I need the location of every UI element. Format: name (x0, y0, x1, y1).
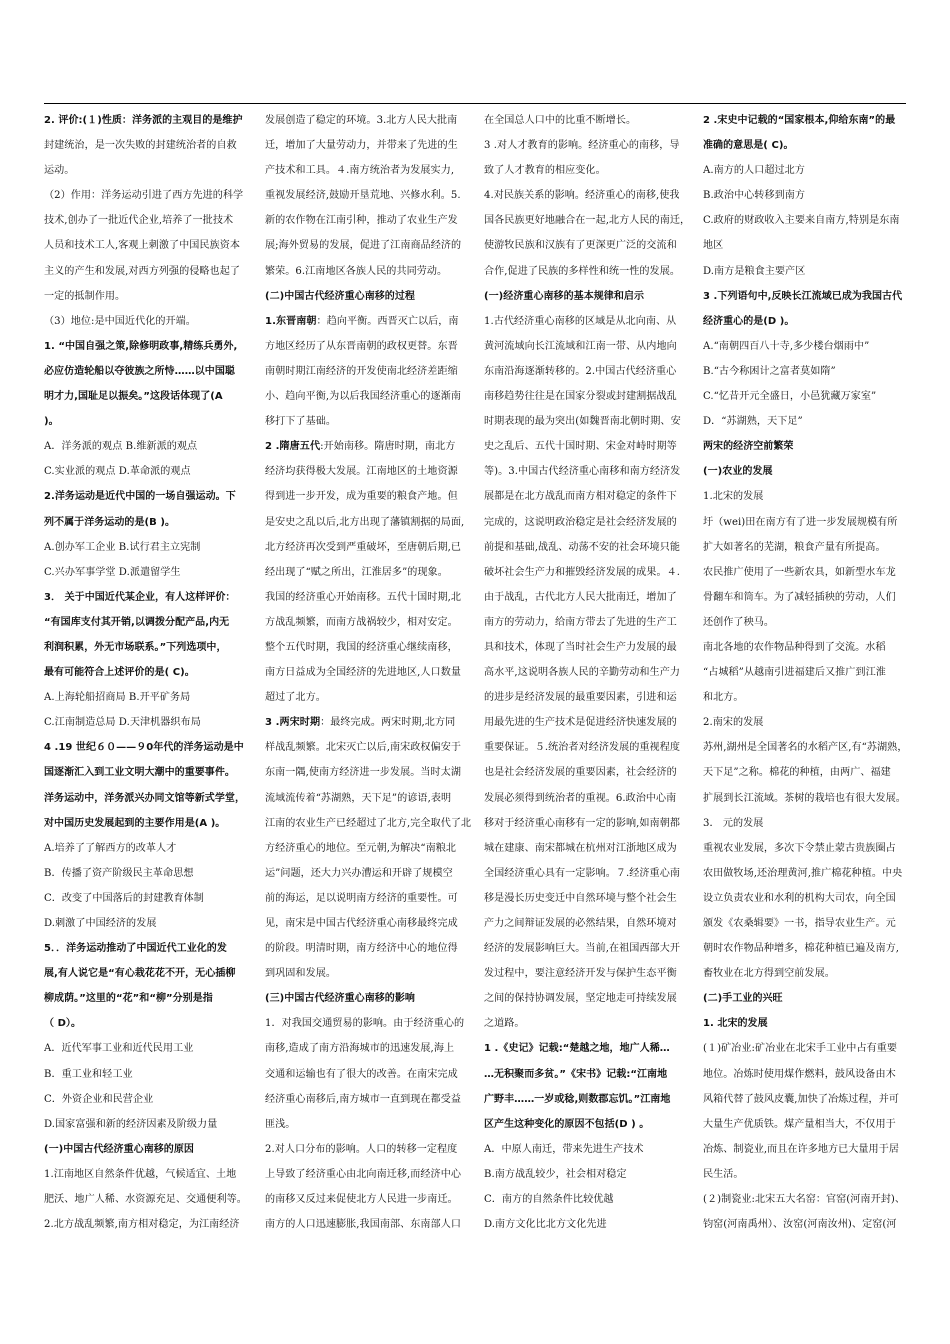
text-line: A.培养了了解西方的改革人才 (44, 842, 177, 854)
text-line: 1.江南地区自然条件优越，气候适宜、土地 (44, 1168, 237, 1180)
text-line: 设立负责农业和水利的机构大司农，向全国 (703, 892, 896, 904)
text-line: 必应仿造轮船以夺彼族之所恃……以中国聪 (44, 365, 235, 377)
text-line: 主义的产生和发展,对西方列强的侵略也起了 (44, 265, 240, 277)
text-line: 3． 元的发展 (703, 817, 764, 829)
text-line: D.南方是粮食主要产区 (703, 265, 806, 277)
text-line: 2 .宋史中记载的“国家根本,仰给东南”的最 (703, 115, 896, 126)
text-line: 两宋的经济空前繁荣 (703, 441, 794, 453)
text-line: 1.东晋南朝：趋向平衡。西晋灭亡以后，南 (265, 315, 459, 327)
text-line: 之间的保持协调发展，坚定地走可持续发展 (484, 993, 677, 1005)
text-line: 史之乱后、五代十国时期、宋金对峙时期等 (484, 441, 677, 453)
text-line: 在全国总人口中的比重不断增长。 (484, 115, 637, 126)
text-line: 南方日益成为全国经济的先进地区,人口数量 (265, 667, 461, 679)
text-line: 重要保证。５.统治者对经济发展的重视程度 (484, 742, 680, 754)
text-line: 洋务运动中，洋务派兴办同文馆等新式学堂， (44, 792, 245, 804)
text-line: B．传播了资产阶级民主革命思想 (44, 867, 194, 879)
text-line: 的阶段。明清时期，南方经济中心的地位得 (265, 943, 458, 955)
text-line: 产技术和工具。４.南方统治者为发展实力, (265, 165, 455, 177)
text-line: 也是社会经济发展的重要因素，社会经济的 (484, 767, 677, 779)
text-line: 江南的农业生产已经超过了北方,完全取代了北 (265, 817, 471, 829)
text-line: 发展创造了稳定的环境。3.北方人民大批南 (265, 115, 458, 126)
text-line: B.政治中心转移到南方 (703, 190, 806, 202)
text-line: 南方的劳动力，给南方带去了先进的生产工 (484, 616, 677, 628)
text-line: 方战乱频繁，而南方战祸较少，相对安定。 (265, 616, 458, 628)
text-line: 之道路。 (484, 1018, 525, 1030)
text-line: 准确的意思是( C)。 (703, 140, 794, 152)
text-line: 用最先进的生产技术是促进经济快速发展的 (484, 717, 677, 729)
text-line: 等)。3.中国古代经济重心南移和南方经济发 (484, 466, 681, 478)
text-line: 南方的人口迅速膨胀,我国南部、东南部人口 (265, 1219, 461, 1231)
text-line: 国各民族更好地融合在一起,北方人民的南迁， (484, 215, 690, 227)
text-line: C.“忆昔开元全盛日，小邑犹藏万家室” (703, 391, 877, 403)
text-line: 1. 北宋的发展 (703, 1018, 768, 1030)
text-line: 5．．洋务运动推动了中国近代工业化的发 (44, 943, 227, 955)
text-line: 苏州,湖州是全国著名的水稻产区,有“苏湖熟， (703, 742, 908, 754)
text-column-4 (703, 108, 909, 1237)
text-line: D.刺激了中国经济的发展 (44, 918, 157, 929)
text-line: 移是漫长历史变迁中自然环境与整个社会生 (484, 892, 677, 904)
text-line: 最有可能符合上述评价的是( C)。 (44, 667, 195, 679)
text-line: 钧窑(河南禹州）、汝窑(河南汝州)、定窑(河 (703, 1219, 897, 1231)
text-line: (一)中国古代经济重心南移的原因 (44, 1143, 194, 1155)
lead-phrase: 1.东晋南朝 (265, 315, 317, 327)
text-line: 封建统治，是一次失败的封建统治者的自救 (44, 140, 237, 152)
text-line: 东南一隅,使南方经济进一步发展。当时太湖 (265, 767, 461, 779)
text-line: 南北各地的农作物品种得到了交流。水稻 (703, 641, 886, 653)
text-line: 重视发展经济,鼓励开垦荒地、兴修水利。5. (265, 190, 461, 202)
text-line: （ D）。 (44, 1018, 82, 1030)
text-line: 破坏社会生产力和摧毁经济发展的成果。４. (484, 566, 680, 578)
text-line: 天下足”之称。棉花的种植，由两广、福建 (703, 767, 891, 779)
text-line: 前提和基础,战乱、动荡不安的社会环境只能 (484, 541, 680, 553)
text-line: 肥沃、地广人稀、水资源充足、交通便利等。 (44, 1194, 247, 1206)
text-line: A.“南朝四百八十寺,多少楼台烟雨中” (703, 340, 870, 352)
text-line: 高水平,这说明各族人民的辛勤劳动和生产力 (484, 667, 680, 679)
text-line: 2. 评价:(１)性质：洋务派的主观目的是维护 (44, 115, 243, 126)
text-line: 大量生产优质铁。煤产量相当大，不仅用于 (703, 1118, 896, 1130)
text-line: 民生活。 (703, 1168, 744, 1180)
text-line: 2.对人口分布的影响。人口的转移一定程度 (265, 1143, 458, 1155)
text-line: C．改变了中国落后的封建教育体制 (44, 892, 204, 904)
text-line: 区产生这种变化的原因不包括(D ) 。 (484, 1118, 650, 1130)
text-line: 2.洋务运动是近代中国的一场自强运动。下 (44, 491, 236, 503)
text-line: 运动。 (44, 165, 75, 177)
text-column-1 (44, 108, 250, 1237)
text-line: 移对于经济重心南移有一定的影响,如南朝都 (484, 817, 680, 829)
text-line: 迁，增加了大量劳动力，并带来了先进的生 (265, 140, 458, 152)
text-line: C．外资企业和民营企业 (44, 1093, 154, 1105)
text-line: 经济重心的是(D )。 (703, 315, 795, 327)
text-line: 明才力,国耻足以振矣。”这段话体现了(A (44, 391, 223, 403)
text-column-3 (484, 108, 690, 1237)
text-line: 完成的，这说明政治稳定是社会经济发展的 (484, 516, 677, 528)
text-line: 运”问题，还大力兴办漕运和开辟了规模空 (265, 867, 453, 879)
text-line: 城在建康、南宋都城在杭州对江浙地区成为 (484, 842, 677, 854)
text-line: 上导致了经济重心由北向南迁移,而经济中心 (265, 1168, 461, 1180)
text-line: 风箱代替了鼓风皮囊,加快了冶炼过程，并可 (703, 1093, 899, 1105)
text-line: B.“古今称困计之富者莫如隋” (703, 365, 836, 377)
text-line: 圩（wei)田在南方有了进一步发展规模有所 (703, 516, 898, 528)
text-line: 3 .下列语句中,反映长江流域已成为我国古代 (703, 290, 903, 302)
text-line: 的南移又反过来促使北方人民进一步南迁。 (265, 1194, 458, 1206)
text-line: (一)农业的发展 (703, 466, 773, 478)
text-line: 展,有人说它是“有心栽花花不开，无心插柳 (44, 968, 236, 980)
text-line: 4 .19 世纪６０——９0年代的洋务运动是中 (44, 742, 244, 754)
text-line: 地区 (703, 240, 724, 252)
text-line: 农田做牧场,还治理黄河,推广棉花种植。中央 (703, 867, 903, 879)
text-line: 北方经济再次受到严重破坏，至唐朝后期,已 (265, 541, 461, 553)
text-line: （2）作用：洋务运动引进了西方先进的科学 (44, 190, 244, 202)
text-line: (二)手工业的兴旺 (703, 993, 783, 1005)
text-line: 颁发《农桑辑要》一书，指导农业生产。元 (703, 918, 896, 929)
text-line: 得到进一步开发，成为重要的粮食产地。但 (265, 491, 458, 503)
text-line: C.兴办军事学堂 D.派遣留学生 (44, 566, 181, 578)
text-line: 样战乱频繁。北宋灭亡以后,南宋政权偏安于 (265, 742, 461, 754)
text-line: )。 (44, 416, 59, 428)
text-line: 1．对我国交通贸易的影响。由于经济重心的 (265, 1018, 465, 1030)
text-line: 方地区经历了从东晋南朝的政权更替。东晋 (265, 340, 458, 352)
text-line: 具和技术，体现了当时社会生产力发展的最 (484, 641, 677, 653)
text-line: 技术,创办了一批近代企业,培养了一批技术 (44, 215, 234, 227)
text-line: 3 .对人才教育的影响。经济重心的南移，导 (484, 140, 680, 152)
text-line: 小、趋向平衡,为以后我国经济重心的逐渐南 (265, 391, 461, 403)
text-line: A.上海轮船招商局 B.开平矿务局 (44, 692, 191, 704)
text-line: A.南方的人口超过北方 (703, 165, 805, 177)
text-line: A．洋务派的观点 B.维新派的观点 (44, 441, 198, 453)
text-line: 利润积累，外无市场联系。”下列选项中， (44, 641, 227, 653)
text-line: 扩大如著名的芜湖，粮食产量有所提高。 (703, 541, 886, 553)
text-line: 和北方。 (703, 692, 744, 704)
text-line: 是安史之乱以后,北方出现了藩镇割据的局面, (265, 516, 465, 528)
text-line: 还创作了秧马。 (703, 616, 775, 628)
text-line: 人员和技术工人,客观上刺激了中国民族资本 (44, 240, 240, 252)
text-line: 1 .《史记》记载:“楚越之地，地广人稀… (484, 1043, 670, 1055)
text-line: C.实业派的观点 D.革命派的观点 (44, 466, 191, 478)
text-line: 发过程中，要注意经济开发与保护生态平衡 (484, 968, 677, 980)
text-line: 经济重心南移后,南方城市一直到现在都受益 (265, 1093, 461, 1105)
text-line: 经济的发展影响巨大。当前,在祖国西部大开 (484, 943, 680, 955)
text-line: 展;海外贸易的发展，促进了江南商品经济的 (265, 240, 462, 252)
text-line: 交通和运输也有了很大的改善。在南宋完成 (265, 1068, 458, 1080)
text-line: 见，南宋是中国古代经济重心南移最终完成 (265, 918, 458, 929)
text-line: 地位。冶炼时使用煤作燃料，鼓风设备由木 (703, 1068, 896, 1080)
text-line: 2.南宋的发展 (703, 717, 764, 729)
lead-phrase: 3 .两宋时期 (265, 717, 321, 729)
text-column-2 (265, 108, 471, 1237)
text-line: 南移,造成了南方沿海城市的迅速发展,海上 (265, 1043, 455, 1055)
text-line: 展都是在北方战乱而南方相对稳定的条件下 (484, 491, 677, 503)
text-line: 方经济重心的地位。至元朝,为解决“南粮北 (265, 842, 457, 854)
text-line: 的进步是经济发展的最重要因素，引进和运 (484, 692, 677, 704)
text-line: 畜牧业在北方得到空前发展。 (703, 968, 835, 980)
text-line: C.江南制造总局 D.天津机器织布局 (44, 717, 201, 729)
text-line: 整个五代时期，我国的经济重心继续南移， (265, 641, 458, 653)
text-line: 1. “中国自强之策,除修明政事,精练兵勇外, (44, 340, 238, 352)
text-line: 新的农作物在江南引种，推动了农业生产发 (265, 215, 458, 227)
text-line: 扩展到长江流域。茶树的栽培也有很大发展。 (703, 792, 906, 804)
text-line: 列不属于洋务运动的是(B )。 (44, 516, 175, 528)
text-line: 使游牧民族和汉族有了更深更广泛的交流和 (484, 240, 677, 252)
text-line: 南移趋势往往是在国家分裂或封建割据战乱 (484, 391, 677, 403)
text-line: 4.对民族关系的影响。经济重心的南移,使我 (484, 190, 680, 202)
text-line: 到巩固和发展。 (265, 968, 337, 980)
text-line: 匪浅。 (265, 1118, 296, 1130)
text-line: 3． 关于中国近代某企业，有人这样评价： (44, 591, 236, 603)
text-line: (二)中国古代经济重心南移的过程 (265, 290, 415, 302)
text-line: “有国库支付其开销,以调拨分配产品,内无 (44, 616, 230, 628)
text-line: 柳成荫。”这里的“花”和“柳”分别是指 (44, 993, 213, 1005)
text-line: 致了人才教育的相应变化。 (484, 165, 606, 177)
text-line: B．重工业和轻工业 (44, 1068, 133, 1080)
text-line: 由于战乱，古代北方人民大批南迁，增加了 (484, 591, 677, 603)
text-line: 繁荣。6.江南地区各族人民的共同劳动。 (265, 265, 448, 277)
text-line: D.国家富强和新的经济因素及阶级力量 (44, 1118, 218, 1130)
text-line: 我国的经济重心开始南移。五代十国时期,北 (265, 591, 461, 603)
text-line: D.南方文化比北方文化先进 (484, 1219, 607, 1231)
text-line: 前的海运，足以说明南方经济的重要性。可 (265, 892, 458, 904)
text-line: 2.北方战乱频繁,南方相对稳定，为江南经济 (44, 1219, 240, 1231)
text-line: C．南方的自然条件比较优越 (484, 1194, 614, 1206)
text-line: (１)矿冶业:矿冶业在北宋手工业中占有重要 (703, 1043, 898, 1055)
text-line: D．“苏湖熟，天下足” (703, 416, 803, 428)
text-line: (２)制瓷业:北宋五大名窑：官窑(河南开封)、 (703, 1194, 905, 1206)
text-line: (三)中国古代经济重心南移的影响 (265, 993, 415, 1005)
text-line: A．中原人南迁，带来先进生产技术 (484, 1143, 644, 1155)
text-line: C.政府的财政收入主要来自南方,特别是东南 (703, 215, 900, 227)
text-line: 经济均获得极大发展。江南地区的土地资源 (265, 466, 458, 478)
text-line: B.南方战乱较少，社会相对稳定 (484, 1168, 627, 1180)
text-line: A.创办军工企业 B.试行君主立宪制 (44, 541, 201, 553)
text-line: A．近代军事工业和近代民用工业 (44, 1043, 194, 1055)
text-line: 合作,促进了民族的多样性和统一性的发展。 (484, 265, 680, 277)
text-line: 1.北宋的发展 (703, 491, 764, 503)
text-line: 重视农业发展，多次下令禁止蒙古贵族圈占 (703, 842, 896, 854)
text-line: 骨翻车和筒车。为了减轻插秧的劳动，人们 (703, 591, 896, 603)
text-line: 发展必须得到统治者的重视。6.政治中心南 (484, 792, 677, 804)
text-line: 广野丰……一岁或稔,则数郡忘饥。”江南地 (484, 1093, 671, 1105)
text-line: 时期表现的最为突出(如魏晋南北朝时期、安 (484, 416, 681, 428)
text-line: 经出现了“赋之所出，江淮居多”的现象。 (265, 566, 448, 578)
text-line: （3）地位:是中国近代化的开端。 (44, 315, 196, 327)
text-line: 2 .隋唐五代:开始南移。隋唐时期，南北方 (265, 441, 456, 453)
text-line: 对中国历史发展起到的主要作用是(A )。 (44, 817, 226, 829)
text-line: 3 .两宋时期：最终完成。两宋时期,北方同 (265, 717, 456, 729)
text-line: 一定的抵制作用。 (44, 290, 126, 302)
text-line: (一)经济重心南移的基本规律和启示 (484, 290, 644, 302)
text-line: 超过了北方。 (265, 692, 326, 704)
text-line: 朝时农作物品种增多，棉花种植已遍及南方, (703, 943, 899, 955)
text-line: 全国经济重心具有一定影响。７.经济重心南 (484, 867, 680, 879)
text-line: …无积聚而多贫。”《宋书》记载:“江南地 (484, 1068, 668, 1080)
text-line: 1.古代经济重心南移的区域是从北向南、从 (484, 315, 677, 327)
text-line: “占城稻”从越南引进福建后又推广到江淮 (703, 667, 886, 679)
text-line: 流域流传着“苏湖熟，天下足”的谚语,表明 (265, 792, 452, 804)
text-line: 移打下了基础。 (265, 416, 337, 428)
text-line: 黄河流域向长江流域和江南一带、从内地向 (484, 340, 677, 352)
text-line: 农民推广使用了一些新农具，如新型水车龙 (703, 566, 896, 578)
text-line: 冶炼、制瓷业,而且在许多地方已大量用于居 (703, 1143, 899, 1155)
text-line: 产力之间辩证发展的必然结果，自然环境对 (484, 918, 677, 929)
header-rule (44, 103, 906, 104)
lead-phrase: 2 .隋唐五代 (265, 441, 321, 453)
text-line: 国逐渐汇入到工业文明大潮中的重要事件。 (44, 767, 235, 779)
text-line: 东南沿海逐渐转移的。2.中国古代经济重心 (484, 365, 677, 377)
text-line: 南朝时期江南经济的开发使南北经济差距缩 (265, 365, 458, 377)
